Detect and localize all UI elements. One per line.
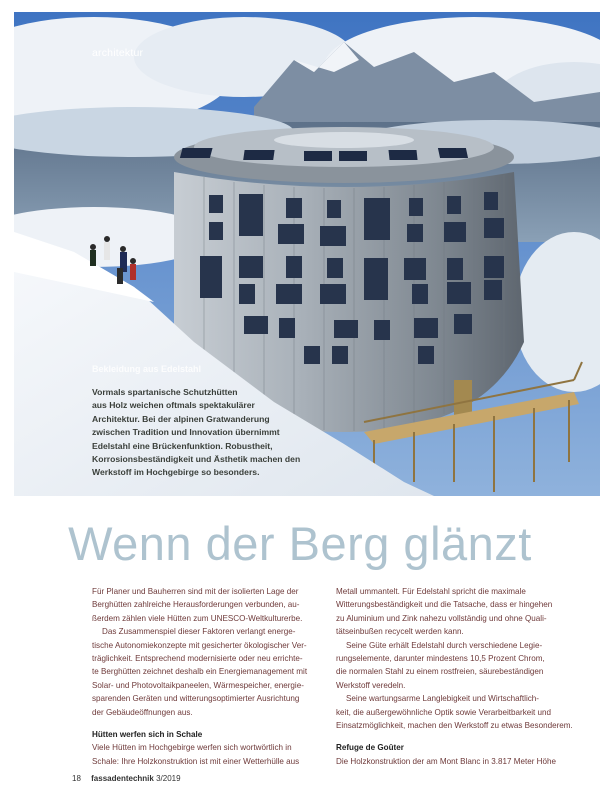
body-line: tische Autonomiekonzepte mit gesicherter ökologischer Ver- [92, 640, 307, 650]
body-line: Metall ummantelt. Für Edelstahl spricht die maximale [336, 587, 526, 596]
body-line: Für Planer und Bauherren sind mit der isolierten Lage der [92, 587, 299, 596]
body-line: Die Holzkonstruktion der am Mont Blanc in 3.817 Meter Höhe [336, 756, 556, 766]
caption-line: Architektur. Bei der alpinen Gratwanderung [92, 413, 270, 424]
body-line: Seine wartungsarme Langlebigkeit und Wirtschaftlich- [346, 694, 539, 704]
body-line: der Gebäudeöffnungen aus. [92, 707, 193, 717]
caption-line: zwischen Tradition und Innovation übernimmt [92, 427, 280, 438]
body-line: Werkstoff veredeln. [336, 680, 406, 690]
body-line: Einsatzmöglichkeit, machen den Werkstoff zu etwas Besonderem. [336, 721, 573, 731]
body-line: Das Zusammenspiel dieser Faktoren verlangt energe- [102, 627, 296, 637]
body-line: sparenden Geräten und witterungsoptimierter Ausrichtung [92, 694, 300, 704]
subheading: Hütten werfen sich in Schale [92, 730, 203, 740]
magazine-name: fassadentechnik [91, 774, 154, 783]
body-line: Seine Güte erhält Edelstahl durch verschiedene Legie- [346, 640, 543, 650]
caption-line: aus Holz weichen oftmals spektakulärer [92, 400, 255, 411]
right-column [336, 585, 576, 768]
body-line: te Berghütten zeichnet deshalb ein Energiemanagement mit [92, 667, 308, 677]
body-line: Viele Hütten im Hochgebirge werfen sich wortwörtlich in [92, 743, 292, 753]
body-line: die normalen Stahl zu einem rostfreien, säurebeständigen [336, 667, 544, 677]
body-line: Berghütten zahlreiche Herausforderungen verbunden, au- [92, 600, 300, 610]
body-line: keit, die außergewöhnliche Optik sowie Verarbeitbarkeit und [336, 707, 552, 717]
issue-number: 3/2019 [156, 774, 181, 783]
body-line: zu Aluminium und Zink nahezu vollständig und ohne Quali- [336, 613, 547, 623]
caption-line: Vormals spartanische Schutzhütten [92, 387, 238, 397]
body-line: tätseinbußen recycelt werden kann. [336, 627, 464, 637]
body-line: träglichkeit. Entsprechend modernisierte oder neu errichte- [92, 654, 303, 664]
body-line: rungselemente, darunter mindestens 10,5 Prozent Chrom, [336, 654, 545, 664]
body-line: ßerdem zählen viele Hütten zum UNESCO-Weltkulturerbe. [92, 613, 303, 623]
body-line: Solar- und Photovoltaikpaneelen, Wärmespeicher, energie- [92, 680, 304, 690]
body-line: Witterungsbeständigkeit und die Tatsache, dass er hingehen [336, 600, 553, 610]
photo-caption [92, 386, 312, 480]
photo-caption-heading: Bekleidung aus Edelstahl [92, 364, 202, 374]
body-line: Schale: Ihre Holzkonstruktion ist mit einer Wetterhülle aus [92, 756, 300, 766]
caption-line: Korrosionsbeständigkeit und Ästhetik machen den [92, 454, 301, 465]
page-footer [72, 774, 181, 783]
section-tag: architektur [92, 47, 144, 59]
caption-line: Edelstahl eine Brückenfunktion. Robustheit, [92, 440, 273, 451]
page-number: 18 [72, 774, 81, 783]
caption-line: Werkstoff im Hochgebirge so besonders. [92, 467, 260, 478]
article-headline: Wenn der Berg glänzt [68, 517, 532, 570]
left-column [92, 585, 332, 768]
subheading: Refuge de Goûter [336, 743, 404, 753]
